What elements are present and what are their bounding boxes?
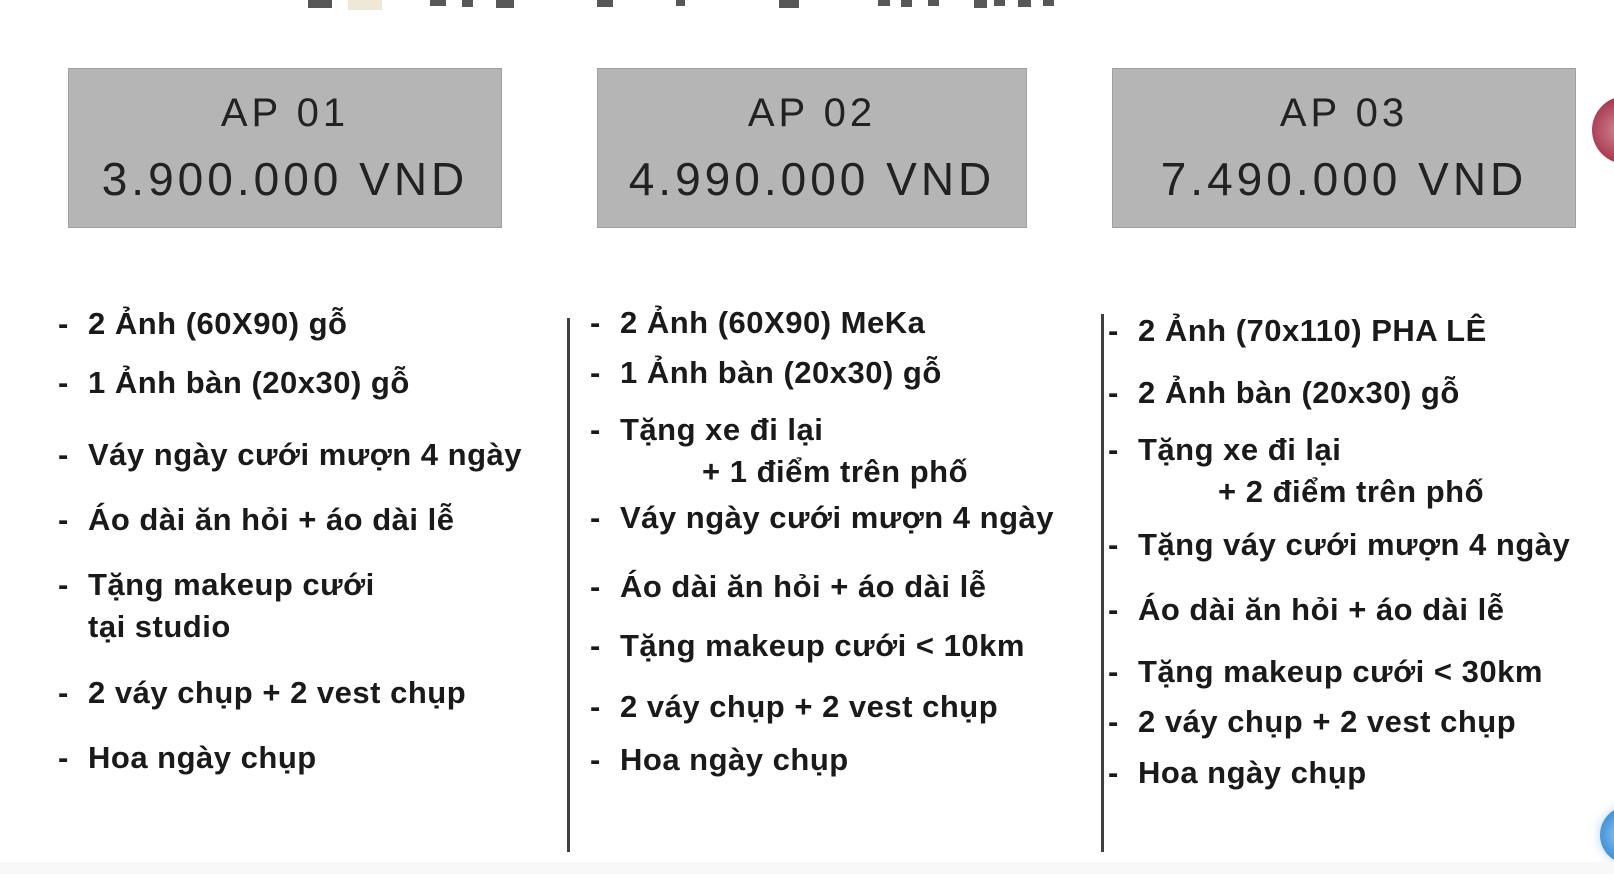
feature-item xyxy=(1108,524,1614,566)
feature-item xyxy=(590,686,1095,728)
dash-bullet: - xyxy=(58,306,69,341)
cropped-title-fragment xyxy=(974,0,987,8)
feature-item xyxy=(590,739,1095,781)
dash-bullet: - xyxy=(58,567,69,602)
feature-item xyxy=(58,499,563,541)
feature-item xyxy=(1108,372,1614,414)
feature-text: 2 váy chụp + 2 vest chụp xyxy=(88,675,467,710)
cropped-title-fragment xyxy=(676,0,685,6)
feature-text: Tặng makeup cưới < 10km xyxy=(620,628,1025,663)
feature-text: Áo dài ăn hỏi + áo dài lễ xyxy=(1138,592,1505,627)
package-code: AP 02 xyxy=(747,90,877,135)
package-price: 7.490.000 VND xyxy=(1160,152,1528,205)
blue-partial-circle-icon xyxy=(1600,806,1614,864)
feature-text: Tặng makeup cưới < 30km xyxy=(1138,654,1543,689)
dash-bullet: - xyxy=(1108,755,1119,790)
column-divider xyxy=(567,318,570,852)
cropped-title-fragment xyxy=(1018,0,1031,7)
dash-bullet: - xyxy=(1108,654,1119,689)
feature-text: 2 Ảnh (60X90) gỗ xyxy=(88,306,348,341)
package-features-ap01 xyxy=(58,303,563,779)
feature-text: Hoa ngày chụp xyxy=(88,740,317,775)
column-divider xyxy=(1101,314,1104,852)
dash-bullet: - xyxy=(1108,375,1119,410)
feature-text: Tặng xe đi lại xyxy=(1138,432,1342,467)
cropped-title-fragment xyxy=(928,0,939,6)
feature-text: Tặng makeup cưới xyxy=(88,567,375,602)
dash-bullet: - xyxy=(1108,592,1119,627)
package-price: 4.990.000 VND xyxy=(628,152,996,205)
feature-text: 1 Ảnh bàn (20x30) gỗ xyxy=(620,355,942,390)
cropped-title-fragment xyxy=(1043,0,1054,6)
feature-text: Váy ngày cưới mượn 4 ngày xyxy=(620,500,1054,535)
feature-item xyxy=(1108,752,1614,794)
package-header-ap02 xyxy=(597,68,1027,228)
dash-bullet: - xyxy=(590,628,601,663)
feature-item xyxy=(590,566,1095,608)
feature-item xyxy=(590,409,1095,493)
dash-bullet: - xyxy=(1108,313,1119,348)
dash-bullet: - xyxy=(1108,527,1119,562)
feature-text-continuation: tại studio xyxy=(88,609,231,644)
package-header-ap01 xyxy=(68,68,502,228)
dash-bullet: - xyxy=(1108,432,1119,467)
feature-item xyxy=(590,497,1095,539)
cropped-title-fragment xyxy=(348,0,382,10)
dash-bullet: - xyxy=(590,569,601,604)
dash-bullet: - xyxy=(58,365,69,400)
feature-item xyxy=(58,737,563,779)
feature-item xyxy=(1108,310,1614,352)
feature-text: Áo dài ăn hỏi + áo dài lễ xyxy=(620,569,987,604)
dash-bullet: - xyxy=(590,500,601,535)
feature-text: Áo dài ăn hỏi + áo dài lễ xyxy=(88,502,455,537)
dash-bullet: - xyxy=(590,689,601,724)
feature-text: Tặng váy cưới mượn 4 ngày xyxy=(1138,527,1571,562)
cropped-title-fragment xyxy=(496,0,514,8)
dash-bullet: - xyxy=(590,305,601,340)
dash-bullet: - xyxy=(590,412,601,447)
feature-text: Hoa ngày chụp xyxy=(620,742,849,777)
feature-text: 2 Ảnh (70x110) PHA LÊ xyxy=(1138,313,1487,348)
feature-item xyxy=(58,672,563,714)
feature-text: 2 Ảnh (60X90) MeKa xyxy=(620,305,926,340)
cropped-title-fragment xyxy=(308,0,332,8)
cropped-title-fragment xyxy=(597,0,613,7)
dash-bullet: - xyxy=(590,742,601,777)
feature-text-continuation: + 2 điểm trên phố xyxy=(1218,474,1485,509)
feature-text: 1 Ảnh bàn (20x30) gỗ xyxy=(88,365,410,400)
cropped-title-fragment xyxy=(901,0,912,7)
feature-text: Váy ngày cưới mượn 4 ngày xyxy=(88,437,522,472)
feature-item xyxy=(58,303,563,345)
feature-text: 2 váy chụp + 2 vest chụp xyxy=(1138,704,1517,739)
dash-bullet: - xyxy=(58,437,69,472)
feature-item xyxy=(590,302,1095,344)
feature-item xyxy=(58,434,563,476)
cropped-title-fragment xyxy=(462,0,473,7)
package-features-ap03 xyxy=(1108,310,1614,794)
cropped-title-fragment xyxy=(430,0,446,6)
feature-text: 2 Ảnh bàn (20x30) gỗ xyxy=(1138,375,1460,410)
package-code: AP 03 xyxy=(1279,90,1409,135)
dash-bullet: - xyxy=(58,502,69,537)
red-partial-circle-icon xyxy=(1592,96,1614,164)
dash-bullet: - xyxy=(590,355,601,390)
package-code: AP 01 xyxy=(220,90,350,135)
feature-item xyxy=(1108,589,1614,631)
feature-text: Hoa ngày chụp xyxy=(1138,755,1367,790)
cropped-title-fragment xyxy=(878,0,890,6)
feature-item xyxy=(58,362,563,404)
feature-item xyxy=(1108,429,1614,513)
feature-item xyxy=(590,352,1095,394)
dash-bullet: - xyxy=(1108,704,1119,739)
feature-item xyxy=(58,564,563,648)
cropped-title-fragment xyxy=(994,0,1005,6)
package-header-ap03 xyxy=(1112,68,1576,228)
bottom-edge-strip xyxy=(0,862,1614,874)
feature-item xyxy=(1108,701,1614,743)
dash-bullet: - xyxy=(58,675,69,710)
package-features-ap02 xyxy=(590,302,1095,781)
package-price: 3.900.000 VND xyxy=(101,152,469,205)
feature-text: Tặng xe đi lại xyxy=(620,412,824,447)
dash-bullet: - xyxy=(58,740,69,775)
feature-item xyxy=(590,625,1095,667)
feature-item xyxy=(1108,651,1614,693)
feature-text-continuation: + 1 điểm trên phố xyxy=(702,454,969,489)
cropped-title-fragment xyxy=(779,0,799,8)
feature-text: 2 váy chụp + 2 vest chụp xyxy=(620,689,999,724)
